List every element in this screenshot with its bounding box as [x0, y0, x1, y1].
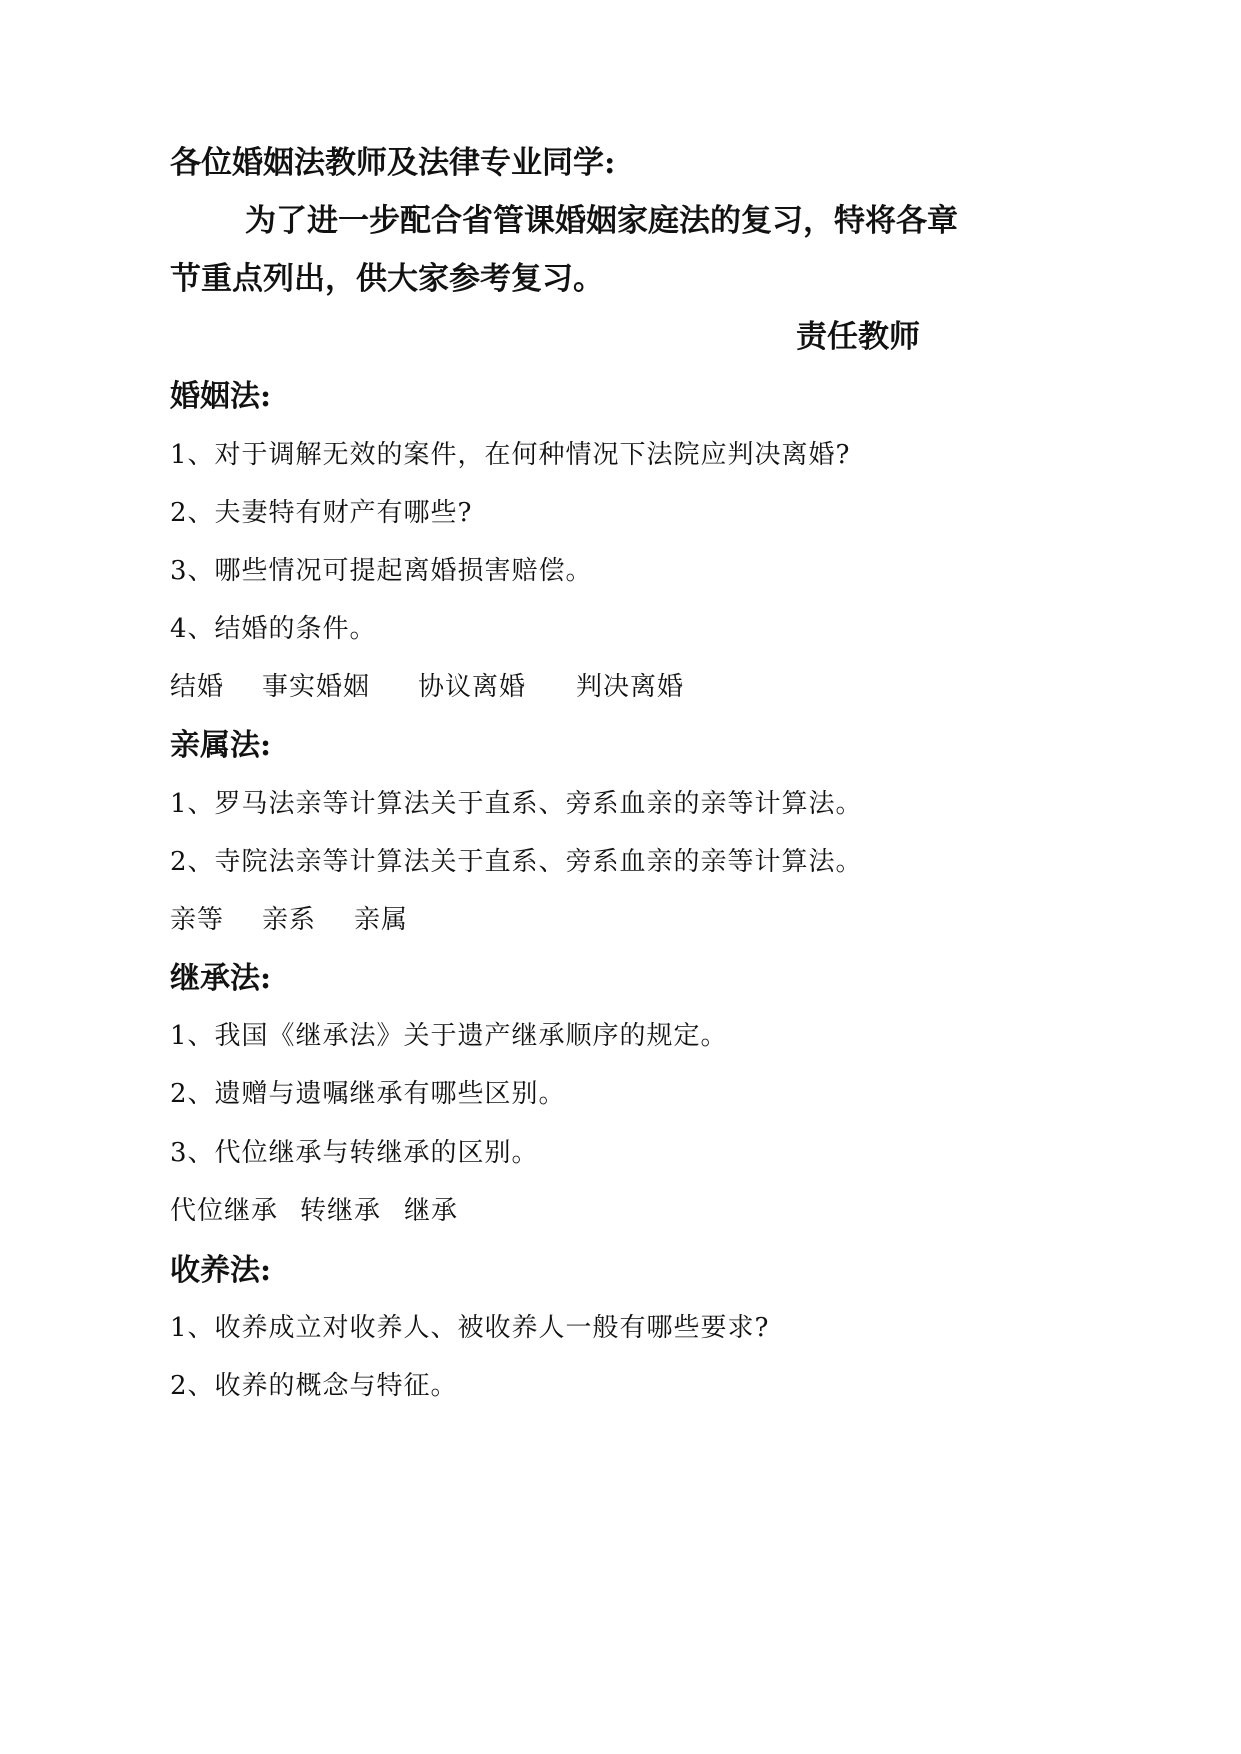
- adoption-item-1: 1、收养成立对收养人、被收养人一般有哪些要求?: [170, 1313, 770, 1343]
- marriage-item-2: 2、夫妻特有财产有哪些?: [170, 498, 473, 528]
- adoption-item-2: 2、收养的概念与特征。: [170, 1371, 458, 1401]
- section-heading-marriage: 婚姻法:: [170, 379, 272, 414]
- intro-line-1: 为了进一步配合省管课婚姻家庭法的复习，特将各章: [245, 203, 958, 239]
- kinship-terms: [170, 907, 408, 933]
- marriage-item-1: 1、对于调解无效的案件，在何种情况下法院应判决离婚?: [170, 440, 851, 470]
- term: 代位继承: [170, 1196, 279, 1226]
- section-heading-kinship: 亲属法:: [170, 728, 272, 763]
- term: 事实婚姻: [262, 672, 371, 702]
- inheritance-item-2: 2、遗赠与遗嘱继承有哪些区别。: [170, 1079, 566, 1109]
- term: 亲等: [170, 905, 225, 935]
- term: 亲属: [354, 905, 409, 935]
- marriage-terms: [170, 674, 684, 700]
- term: 转继承: [300, 1196, 382, 1226]
- term: 协议离婚: [418, 672, 527, 702]
- section-heading-adoption: 收养法:: [170, 1253, 272, 1288]
- inheritance-item-3: 3、代位继承与转继承的区别。: [170, 1138, 539, 1168]
- greeting: 各位婚姻法教师及法律专业同学:: [170, 145, 616, 181]
- signature: 责任教师: [796, 319, 920, 355]
- marriage-item-3: 3、哪些情况可提起离婚损害赔偿。: [170, 556, 593, 586]
- inheritance-item-1: 1、我国《继承法》关于遗产继承顺序的规定。: [170, 1021, 728, 1051]
- term: 结婚: [170, 672, 225, 702]
- section-heading-inheritance: 继承法:: [170, 961, 272, 996]
- kinship-item-1: 1、罗马法亲等计算法关于直系、旁系血亲的亲等计算法。: [170, 789, 863, 819]
- term: 亲系: [262, 905, 317, 935]
- term: 继承: [404, 1196, 459, 1226]
- term: 判决离婚: [576, 672, 685, 702]
- intro-line-2: 节重点列出，供大家参考复习。: [170, 261, 604, 297]
- inheritance-terms: [170, 1198, 458, 1224]
- kinship-item-2: 2、寺院法亲等计算法关于直系、旁系血亲的亲等计算法。: [170, 847, 863, 877]
- marriage-item-4: 4、结婚的条件。: [170, 614, 377, 644]
